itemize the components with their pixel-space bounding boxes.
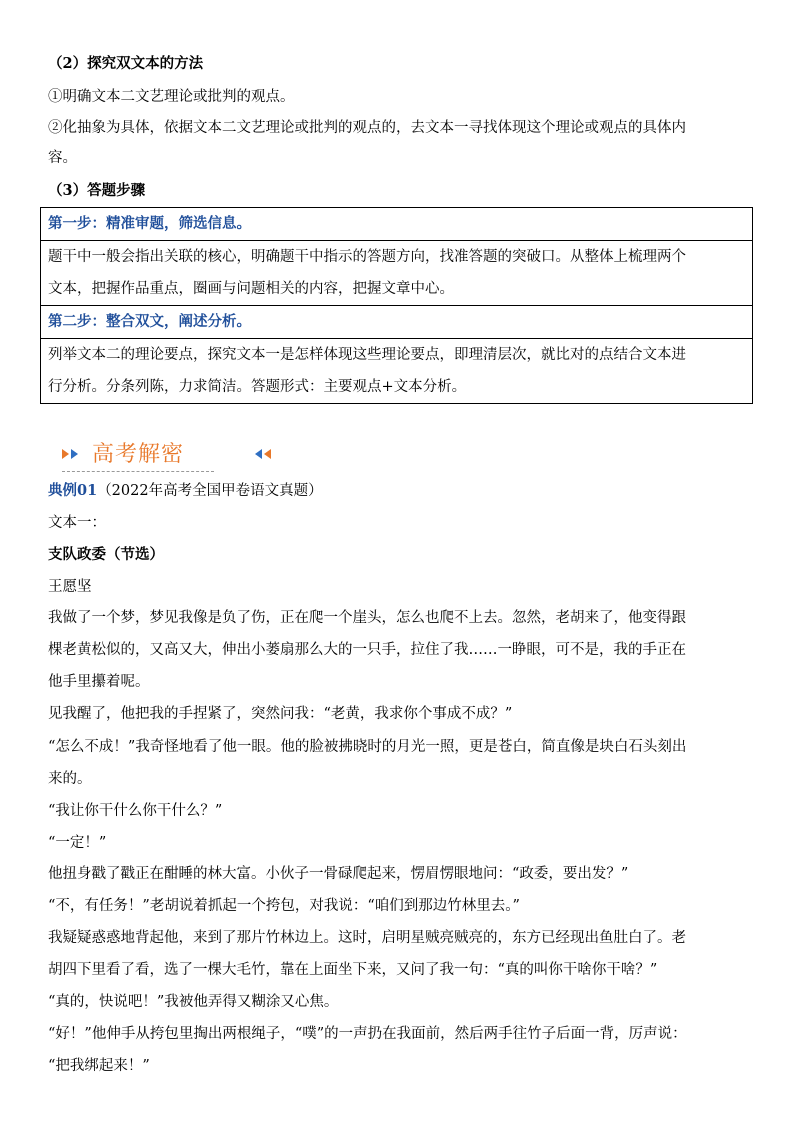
step-1-title: 第一步：精准审题，筛选信息。 (41, 208, 753, 241)
text-one-label: 文本一： (48, 515, 106, 531)
arrow-right-icon (71, 449, 78, 459)
arrow-left-icon (264, 449, 271, 459)
step-1-line-1: 题干中一般会指出关联的核心，明确题干中指示的答题方向，找准答题的突破口。从整体上梳理两个 (48, 249, 686, 265)
story-line: 我疑疑惑惑地背起他，来到了那片竹林边上。这时，启明星贼亮贼亮的，东方已经现出鱼肚白了。老 (48, 930, 686, 946)
story-line: “把我绑起来！” (48, 1058, 150, 1074)
story-line: 他扭身戳了戳正在酣睡的林大富。小伙子一骨碌爬起来，愣眉愣眼地问：“政委，要出发？” (48, 866, 629, 882)
steps-heading: （3）答题步骤 (48, 182, 146, 199)
story-line: “不，有任务！”老胡说着抓起一个挎包，对我说：“咱们到那边竹林里去。” (48, 898, 520, 914)
example-source: （2022年高考全国甲卷语文真题） (97, 483, 323, 499)
steps-table (40, 207, 753, 404)
method-item-2: ②化抽象为具体，依据文本二文艺理论或批判的观点的，去文本一寻找体现这个理论或观点的具体内 (48, 120, 686, 136)
story-line: “真的，快说吧！”我被他弄得又糊涂又心焦。 (48, 994, 339, 1010)
story-line: 见我醒了，他把我的手捏紧了，突然问我：“老黄，我求你个事成不成？” (48, 706, 513, 722)
example-line (48, 481, 758, 501)
example-label: 典例01 (48, 482, 98, 499)
arrow-left-icon (255, 449, 262, 459)
story-title: 支队政委（节选） (48, 546, 164, 563)
step-2-line-2: 行分析。分条列陈，力求简洁。答题形式：主要观点+文本分析。 (48, 379, 467, 395)
table-row (41, 339, 753, 404)
story-line: “怎么不成！”我奇怪地看了他一眼。他的脸被拂晓时的月光一照，更是苍白，简直像是块白石头刻出 (48, 739, 687, 755)
section-title: 高考解密 (92, 442, 185, 467)
table-row (41, 306, 753, 339)
story-line: “好！”他伸手从挎包里掏出两根绳子，“噗”的一声扔在我面前，然后两手往竹子后面一背，厉声说： (48, 1026, 687, 1042)
table-row (41, 208, 753, 241)
story-author: 王愿坚 (48, 579, 92, 595)
arrow-right-icon (62, 449, 69, 459)
section-header (62, 440, 214, 472)
method-item-2-cont: 容。 (48, 150, 77, 166)
table-row (41, 241, 753, 306)
step-1-body (41, 241, 753, 306)
story-line: 我做了一个梦，梦见我像是负了伤，正在爬一个崖头，怎么也爬不上去。忽然，老胡来了，他变得跟 (48, 610, 686, 626)
step-1-line-2: 文本，把握作品重点，圈画与问题相关的内容，把握文章中心。 (48, 281, 454, 297)
dashed-divider (62, 471, 214, 472)
step-2-title: 第二步：整合双文，阐述分析。 (41, 306, 753, 339)
story-line: 来的。 (48, 771, 92, 787)
step-2-line-1: 列举文本二的理论要点，探究文本一是怎样体现这些理论要点，即理清层次，就比对的点结合文本进 (48, 347, 686, 363)
story-line: “一定！” (48, 835, 107, 851)
story-line: 棵老黄松似的，又高又大，伸出小蒌扇那么大的一只手，拉住了我……一睁眼，可不是，我的手正在 (48, 642, 686, 658)
method-item-1: ①明确文本二文艺理论或批判的观点。 (48, 89, 295, 105)
story-line: 他手里攥着呢。 (48, 674, 150, 690)
step-2-body (41, 339, 753, 404)
method-heading: （2）探究双文本的方法 (48, 55, 204, 72)
story-line: 胡四下里看了看，选了一棵大毛竹，靠在上面坐下来，又问了我一句：“真的叫你干啥你干啥？” (48, 962, 658, 978)
story-line: “我让你干什么你干什么？” (48, 803, 223, 819)
